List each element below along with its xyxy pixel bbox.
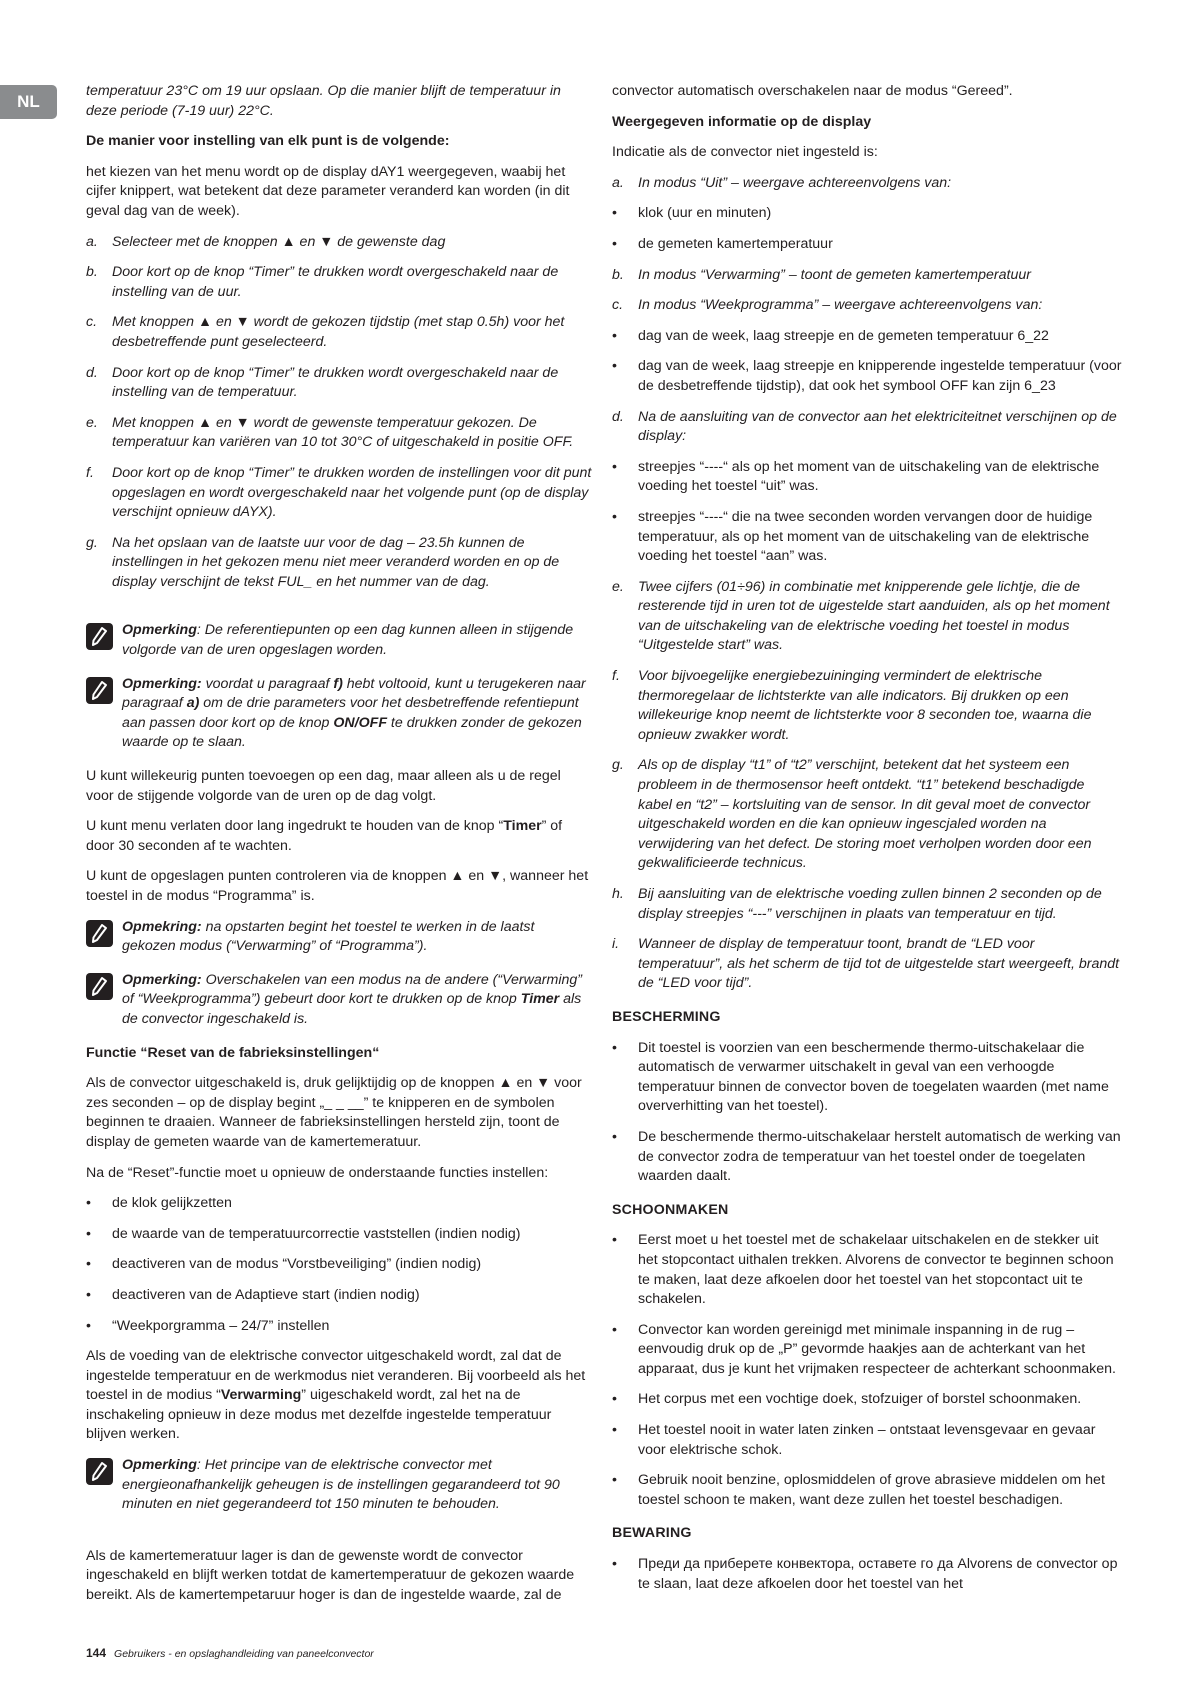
power-text-part: ” uigeschakeld wordt, zal het na de inschakeling opnieuw in deze modus met dezelfde ingestelde temperatuur blijven werken. [86,1387,552,1443]
list-item [612,408,1122,447]
list-marker: d. [612,408,624,425]
list-marker: • [612,205,617,222]
note-ref: Timer [520,991,560,1008]
protection-heading: BESCHERMING [612,1008,721,1025]
list-item-text: Voor bijvoegelijke energiebezuininging vermindert de elektrische thermoregelaar de lichtsterkte van alle indicators. Bij drukken op een willekeurige knop neemt de lichtsterkte voor 8 seconden toe, waarna die opnieuw zwakker wordt. [638,668,1092,743]
note-2 [86,675,592,753]
note-text: na opstarten begint het toestel te werken in de laatst gekozen modus (“Verwarming” of “Programma”). [122,918,535,955]
list-marker: • [612,1556,617,1573]
list-item [86,263,592,302]
note-label: Opmerking [122,1457,197,1474]
list-item-text: In modus “Weekprogramma” – weergave achtereenvolgens van: [638,297,1043,314]
list-item-text: In modus “Uit” – weergave achtereenvolgens van: [638,174,952,191]
display-heading: Weergegeven informatie op de display [612,113,872,130]
storage-heading: BEWARING [612,1525,692,1542]
list-item-text: streepjes “----“ die na twee seconden worden vervangen door de huidige temperatuur, als op het moment van de uitschakeling van de elektrische voeding het toestel “aan” was. [638,508,1093,565]
list-marker: • [86,1225,91,1242]
list-marker: f. [612,668,620,685]
list-item-text: deactiveren van de modus “Vorstbeveiliging” (indien nodig) [112,1256,482,1273]
check-points-text: U kunt de opgeslagen punten controleren via de knoppen ▲ en ▼, wanneer het toestel in de modus “Programma” is. [86,868,589,904]
timer-key-name: Timer [503,818,542,835]
list-marker: • [612,358,617,375]
note-text: voordat u paragraaf [201,675,334,692]
list-item-text: dag van de week, laag streepje en de gemeten temperatuur 6_22 [638,327,1049,344]
list-item-text: Преди да приберете конвектора, оставете го да Alvorens de convector op te slaan, laat deze afkoelen door het toestel van het [638,1556,1118,1592]
note-ref: f) [333,675,343,692]
list-item [612,935,1122,994]
note-label: Opmerking: [122,675,202,692]
power-text-part: Als de voeding van de elektrische convector uitgeschakeld wordt, zal dat de ingestelde temperatuur en de werkmodus niet veranderen. Bij voorbeeld als het toestel in de modius “ [86,1348,586,1404]
list-item-text: Met knoppen ▲ en ▼ wordt de gekozen tijdstip (met stap 0.5h) voor het desbetreffende punt geselecteerd. [112,314,565,350]
list-item [86,364,592,403]
list-marker: • [612,1232,617,1249]
list-item-text: Convector kan worden gereinigd met minimale inspanning in de rug – eenvoudig druk op de „P” gevormde haakjes aan de achterkant van het apparaat, dus je kunt het vrijmaken respecteer de achterkant schoonmaken. [638,1321,1116,1377]
list-marker: • [612,1039,617,1056]
note-text: : De referentiepunten op een dag kunnen alleen in stijgende volgorde van de uren opgeslagen worden. [122,622,574,659]
pencil-note-icon [86,973,113,1000]
note-label: Opmerking [122,622,197,639]
setting-text: het kiezen van het menu wordt op de display dAY1 weergegeven, waabij het cijfer knippert, wat betekent dat deze parameter veranderd kan worden (in dit geval dag van de week). [86,163,570,219]
list-item-text: Als op de display “t1” of “t2” verschijnt, betekent dat het systeem een probleem in de thermosensor heeft ontdekt. “t1” betekend beschadigde kabel en “t2” – kortsluiting van de sensor. In dit geval moet de convector uitgeschakeld worden en die kan opnieuw ingescjaled worden na verwijdering van het defect. De storing moet verholpen worden door een gekwalificieerde technicus. [638,757,1092,872]
list-item [612,667,1122,745]
list-item [612,204,1122,224]
list-item [612,327,1122,347]
list-marker: • [86,1317,91,1334]
list-item-text: Door kort op de knop “Timer” te drukken wordt overgeschakeld naar de instelling van de temperatuur. [112,364,559,401]
cleaning-heading: SCHOONMAKEN [612,1201,729,1218]
protection-list [612,1039,1122,1187]
list-item [86,464,592,523]
display-intro: Indicatie als de convector niet ingesteld is: [612,144,878,161]
list-item [86,534,592,593]
continued-text: convector automatisch overschakelen naar de modus “Gereed”. [612,83,1013,99]
list-marker: g. [612,757,624,774]
note-5 [86,1456,592,1515]
list-marker: • [612,508,617,525]
list-marker: • [86,1256,91,1273]
list-marker: i. [612,936,620,953]
list-item [612,578,1122,656]
setting-heading: De manier voor instelling van elk punt is de volgende: [86,133,450,150]
list-item-text: de waarde van de temperatuurcorrectie vaststellen (indien nodig) [112,1225,521,1242]
list-item-text: Selecteer met de knoppen ▲ en ▼ de gewenste dag [112,233,446,250]
list-marker: • [612,327,617,344]
note-text: hebt voltooid, kunt u terugekeren naar paragraaf [122,675,586,712]
note-3 [86,918,592,957]
list-marker: d. [86,364,98,381]
list-item [612,458,1122,497]
note-text: Overschakelen van een modus na de andere (“Verwarming” of “Weekprogramma”) gebeurt door kort te drukken op de knop [122,971,582,1008]
reset-after-text: Na de “Reset”-functie moet u opnieuw de onderstaande functies instellen: [86,1164,549,1181]
list-item-text: “Weekporgramma – 24/7” instellen [112,1317,330,1334]
pencil-note-icon [86,677,113,704]
list-item-text: Bij aansluiting van de elektrische voeding zullen binnen 2 seconden op de display streepjes “---” verschijnen in plaats van temperatuur en tijd. [638,886,1102,922]
list-item [612,1471,1122,1510]
list-marker: b. [86,264,98,281]
list-item-text: deactiveren van de Adaptieve start (indien nodig) [112,1286,420,1303]
list-item [612,1421,1122,1460]
list-item-text: Na de aansluiting van de convector aan het elektriciteitnet verschijnen op de display: [638,408,1117,445]
list-item [612,1128,1122,1187]
list-marker: e. [612,578,624,595]
display-info-list [612,174,1122,994]
list-item-text: Na het opslaan van de laatste uur voor de dag – 23.5h kunnen de instellingen in het gekozen menu niet meer veranderd worden en op de display verschijnt de tekst FUL_ en het nummer van de dag. [112,534,560,590]
page-footer [86,1644,374,1665]
list-item [612,756,1122,874]
list-item [612,885,1122,924]
list-item-text: Door kort op de knop “Timer” te drukken worden de instellingen voor dit punt opgeslagen en wordt overgeschakeld naar het volgende punt (op de display verschijnt opnieuw dAYX). [112,464,592,521]
list-item [612,1321,1122,1380]
list-item [612,1231,1122,1309]
list-item [86,1286,592,1306]
list-item-text: Door kort op de knop “Timer” te drukken wordt overgeschakeld naar de instelling van de uur. [112,264,559,300]
exit-text-part: U kunt menu verlaten door lang ingedrukt te houden van de knop “ [86,818,504,835]
list-marker: h. [612,886,624,902]
list-marker: • [612,1321,617,1338]
list-item [612,357,1122,396]
list-item-text: streepjes “----“ als op het moment van de uitschakeling van de elektrische voeding het toestel “uit” was. [638,458,1100,495]
list-item [86,1255,592,1275]
list-marker: f. [86,464,94,481]
list-marker: a. [612,174,624,191]
list-item [612,174,1122,194]
list-item [86,414,592,453]
list-item [86,313,592,352]
list-marker: c. [86,314,98,331]
add-points-text: U kunt willekeurig punten toevoegen op een dag, maar alleen als u de regel voor de stijgende volgorde van de uren op de dag volgt. [86,768,561,804]
list-item-text: Wanneer de display de temperatuur toont, brandt de “LED voor temperatuur”, als het scherm de tijd tot de uitgestelde start weergeeft, brandt de “LED voor tijd”. [638,936,1120,992]
note-ref: a) [186,695,200,712]
note-text: als de convector ingeschakeld is. [122,991,582,1027]
list-marker: • [612,1391,617,1408]
list-item [86,1225,592,1245]
list-item [612,1039,1122,1117]
cleaning-list [612,1231,1122,1510]
list-marker: • [612,458,617,475]
list-item-text: de gemeten kamertemperatuur [638,235,833,252]
note-text: te drukken zonder de gekozen waarde op te slaan. [122,714,582,751]
list-item-text: dag van de week, laag streepje en knipperende ingestelde temperatuur (voor de desbetreffende tijdstip), dat ook het symbool OFF kan zijn 6_23 [638,358,1122,394]
storage-list [612,1555,1122,1594]
list-marker: • [612,1128,617,1145]
note-text: om de drie parameters voor het desbetreffende refentiepunt aan passen door kort op de knop [122,695,579,731]
reset-bullet-list [86,1194,592,1336]
mode-name: Verwarming [220,1387,302,1404]
list-item [612,1390,1122,1410]
list-item-text: Eerst moet u het toestel met de schakelaar uitschakelen en de stekker uit het stopcontact uithalen trekken. Alvorens de convector te beginnen schoon te maken, laat deze afkoelen door het toestel van het stopcontact uit te schakelen. [638,1232,1114,1308]
page-number: 144 [86,1646,107,1660]
list-item-text: Twee cijfers (01÷96) in combinatie met knipperende gele lichtje, die de resterende tijd in uren tot de uigestelde start aanduiden, als op het moment van de uitschakeling van de elektrische voeding het toestel in modus “Uitgestelde start” was. [638,578,1110,654]
list-item-text: In modus “Verwarming” – toont de gemeten kamertemperatuur [638,266,1031,283]
list-item-text: Met knoppen ▲ en ▼ wordt de gewenste temperatuur gekozen. De temperatuur kan variëren van 10 tot 30°C of uitgeschakeld in positie OFF. [112,414,574,451]
list-item [612,296,1122,316]
pencil-note-icon [86,920,113,947]
power-text [86,1347,592,1445]
list-marker: • [612,235,617,252]
note-ref: ON/OFF [333,714,387,731]
list-item [86,233,592,253]
pencil-note-icon [86,1458,113,1485]
pencil-note-icon [86,623,113,650]
list-item-text: Dit toestel is voorzien van een beschermende thermo-uitschakelaar die automatisch de verwarmer uitschakelt in geval van een verhoogde temperatuur binnen de convector boven de toegelaten waarden (met name oververhitting van het toestel). [638,1039,1109,1115]
list-item-text: Het toestel nooit in water laten zinken – ontstaat levensgevaar en gevaar voor elektrische schok. [638,1422,1096,1458]
list-marker: • [612,1472,617,1489]
list-item [612,508,1122,567]
right-column [612,82,1122,1605]
note-text: : Het principe van de elektrische convector met energieonafhankelijk geheugen is de instellingen gegarandeerd tot 90 minuten en niet gegerandeerd tot 150 minuten te behouden. [122,1457,560,1513]
list-marker: e. [86,414,98,431]
list-item-text: de klok gelijkzetten [112,1195,232,1212]
list-item-text: Gebruik nooit benzine, oplosmiddelen of grove abrasieve middelen om het toestel schoon te maken, want deze zullen het toestel beschadigen. [638,1472,1105,1508]
note-label: Opmekring: [122,918,202,935]
language-tab: NL [0,85,57,119]
reset-text: Als de convector uitgeschakeld is, druk gelijktijdig op de knoppen ▲ en ▼ voor zes seconden – op de display begint „_ _ __” te knipperen en de symbolen beginnen te draaien. Wanneer de fabrieksinstellingen hersteld zijn, toont de display de gemeten waarde van de kamertemeratuur. [86,1075,582,1150]
exit-text-part: ” of door 30 seconden af te wachten. [86,818,563,854]
list-item-text: klok (uur en minuten) [638,205,772,222]
list-item-text: Het corpus met een vochtige doek, stofzuiger of borstel schoonmaken. [638,1391,1082,1408]
list-item [86,1317,592,1337]
note-1 [86,621,592,660]
list-item [86,1194,592,1214]
list-marker: b. [612,266,624,283]
list-item [612,1555,1122,1594]
list-item-text: De beschermende thermo-uitschakelaar herstelt automatisch de werking van de convector zodra de temperatuur van het toestel onder de toegelaten waarden daalt. [638,1128,1121,1185]
footer-title: Gebruikers - en opslaghandleiding van paneelconvector [114,1648,374,1660]
list-marker: • [86,1286,91,1303]
list-item [612,235,1122,255]
list-marker: • [612,1422,617,1439]
note-label: Opmerking: [122,971,202,988]
list-marker: c. [612,297,624,314]
list-item [612,266,1122,286]
left-column [86,82,592,1617]
exit-menu-text [86,817,592,856]
final-text: Als de kamertemeratuur lager is dan de gewenste wordt de convector ingeschakeld en blijft werken totdat de kamertemperatuur de gekozen waarde bereikt. Als de kamertempetaruur hoger is dan de ingestelde waarde, zal de [86,1547,575,1604]
list-marker: • [86,1195,91,1212]
reset-heading: Functie “Reset van de fabrieksinstellingen“ [86,1044,380,1061]
intro-text: temperatuur 23°C om 19 uur opslaan. Op die manier blijft de temperatuur in deze periode (7-19 uur) 22°C. [86,83,561,119]
note-4 [86,971,592,1030]
list-marker: a. [86,233,98,250]
list-marker: g. [86,534,98,551]
setting-steps-list [86,233,592,593]
